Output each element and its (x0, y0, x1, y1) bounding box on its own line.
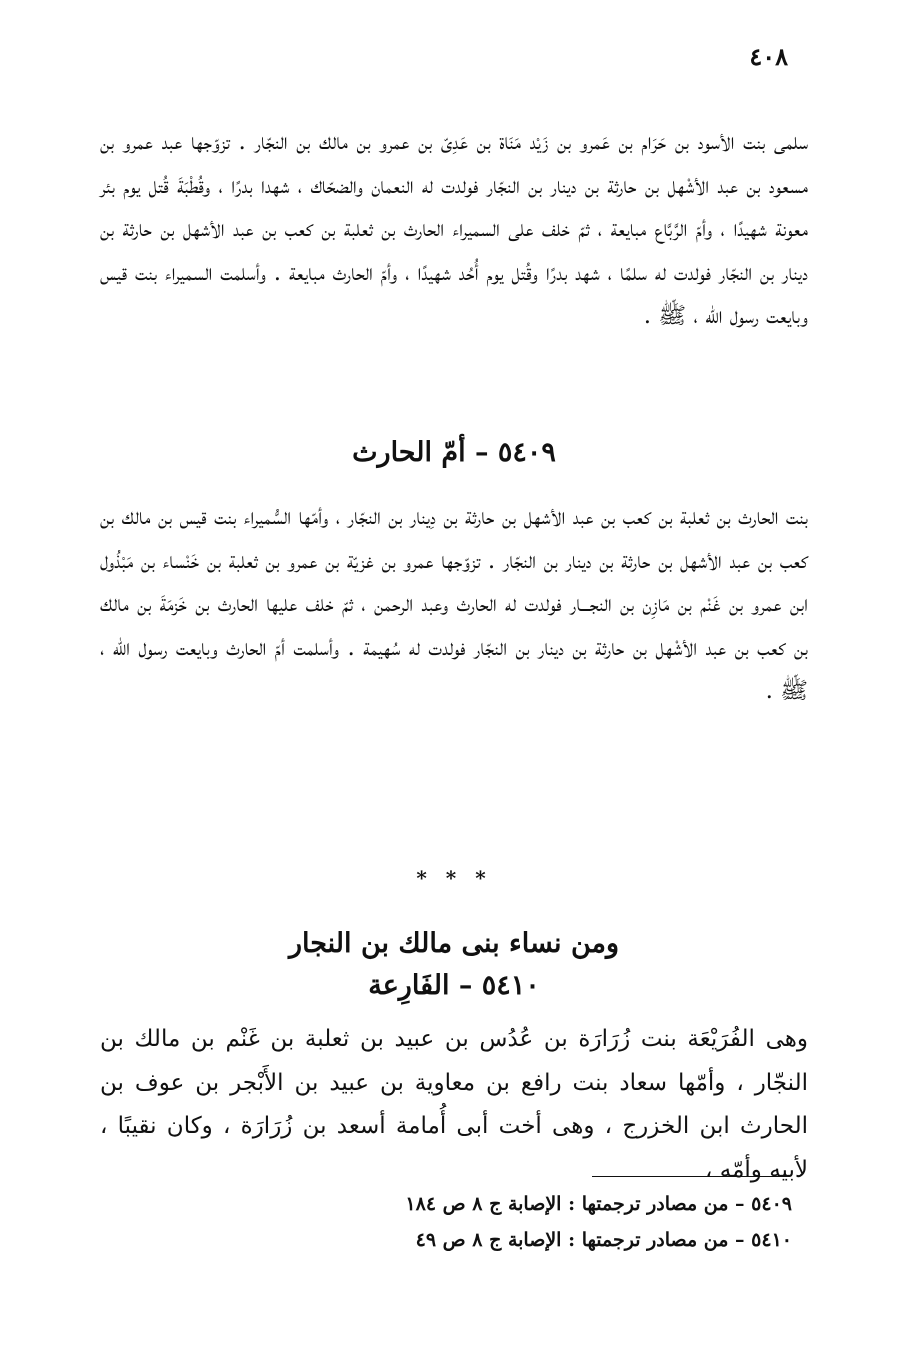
section-divider: * * * (416, 866, 492, 890)
biography-paragraph-umm-al-harith (100, 496, 808, 714)
paragraph-text: وهى الفُرَيْعَة بنت زُرَارَة بن عُدُس بن عبيد بن ثعلبة بن غَنْم بن مالك بن النجّار ، وأمّها سعاد بنت رافع بن معاوية بن عبيد بن الأَبْجر بن عوف بن الحارث ابن الخزرج ، وهى أخت أبى أُمامة أسعد بن زُرَارَة ، وكان نقيبًا ، لأبيه وأمّه ، (100, 1026, 808, 1183)
entry-heading-5410: ٥٤١٠ – الفَارِعة (368, 970, 540, 1001)
paragraph-text: سلمى بنت الأسود بن حَرَام بن عَمرو بن زَيْد مَنَاة بن عَدِىّ بن عمرو بن مالك بن النجّار . تزوّجها عبد عمرو بن مسعود بن عبد الأشْهل بن حارثة بن دينار بن النجّار فولدت له النعمان والضحّاك ، شهدا بدرًا ، وقُطْبَةَ قُتل يوم بئر معونة شهيدًا ، وأمّ الرَّبَّاع مبايعة ، ثمّ خلف على السميراء الحارث بن ثعلبة بن كعب بن عبد الأشهل بن حارثة بن دينار بن النجّار فولدت له سلمًا ، شهد بدرًا وقُتل يوم أُحُد شهيدًا ، وأمّ الحارث مبايعة . وأسلمت السميراء بنت قيس وبايعت رسول الله ، ﷺ . (100, 129, 808, 329)
biography-paragraph-al-fariah (100, 1018, 808, 1192)
footnote-5409: ٥٤٠٩ – من مصادر ترجمتها : الإصابة ج ٨ ص ١٨٤ (405, 1193, 792, 1215)
footnotes (300, 1186, 792, 1258)
biography-paragraph-salma (100, 121, 808, 339)
entry-heading-5409: ٥٤٠٩ – أمّ الحارث (352, 437, 556, 468)
page-number: ٤٠٨ (749, 42, 788, 71)
section-heading: ومن نساء بنى مالك بن النجار (288, 928, 620, 959)
footnote-separator (592, 1176, 790, 1177)
paragraph-text: بنت الحارث بن ثعلبة بن كعب بن عبد الأشهل بن حارثة بن دِينار بن النجّار ، وأمّها السُّميراء بنت قيس بن مالك بن كعب بن عبد الأشهل بن حارثة بن دينار بن النجّار . تزوّجها عمرو بن غزيّة بن عمرو بن ثعلبة بن خَنْساء بن مَبْذُول ابن عمرو بن غَنْم بن مَازِن بن النجـــار فولدت له الحارث وعبد الرحمن ، ثمّ خلف عليها الحارث بن خَزمَةَ بن مالك بن كعب بن عبد الأشْهل بن حارثة بن دينار بن النجّار فولدت له سُهيمة . وأسلمت أمّ الحارث وبايعت رسول الله ، ﷺ . (100, 504, 808, 704)
footnote-5410: ٥٤١٠ – من مصادر ترجمتها : الإصابة ج ٨ ص ٤٩ (415, 1229, 792, 1251)
